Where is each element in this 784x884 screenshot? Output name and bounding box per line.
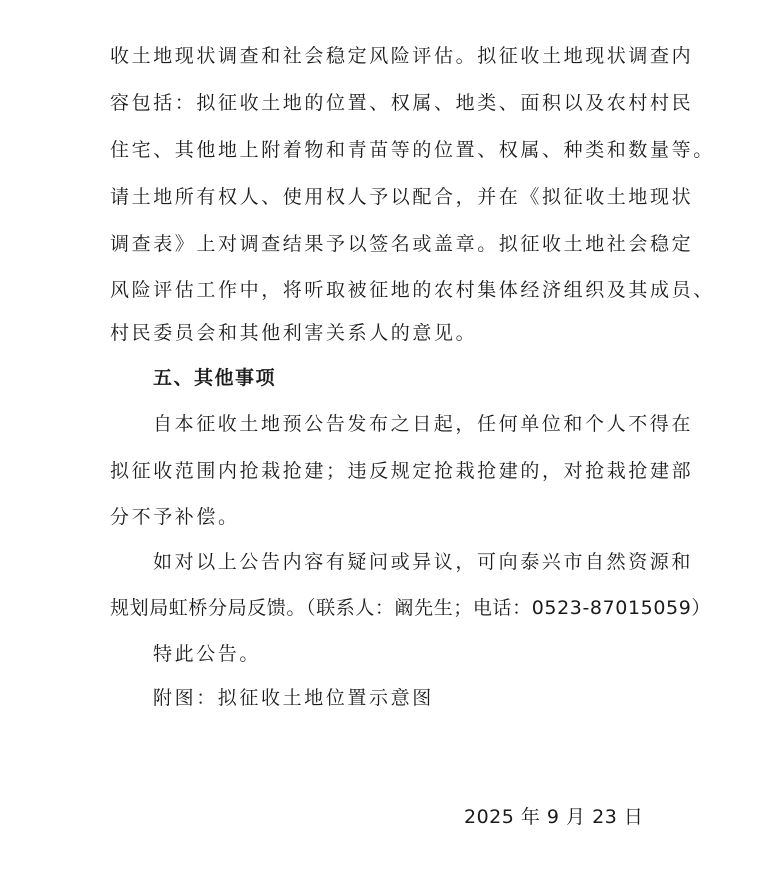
paragraph-survey-line-1: 收土地现状调查和社会稳定风险评估。拟征收土地现状调查内	[110, 45, 694, 67]
paragraph-survey-line-6: 风险评估工作中，将听取被征地的农村集体经济组织及其成员、	[110, 279, 715, 301]
paragraph-survey-line-4: 请土地所有权人、使用权人予以配合，并在《拟征收土地现状	[110, 186, 694, 208]
paragraph-survey-line-5: 调查表》上对调查结果予以签名或盖章。拟征收土地社会稳定	[110, 233, 694, 255]
paragraph-contact-line-2: 规划局虹桥分局反馈。（联系人：阚先生；电话：0523-87015059）	[110, 597, 712, 619]
paragraph-survey-line-3: 住宅、其他地上附着物和青苗等的位置、权属、种类和数量等。	[110, 139, 715, 161]
paragraph-notice-line-3: 分不予补偿。	[110, 506, 240, 528]
paragraph-survey-line-7: 村民委员会和其他利害关系人的意见。	[110, 322, 478, 344]
paragraph-survey-line-2: 容包括：拟征收土地的位置、权属、地类、面积以及农村村民	[110, 92, 694, 114]
paragraph-notice-line-1: 自本征收土地预公告发布之日起，任何单位和个人不得在	[153, 413, 694, 435]
attachment-caption: 附图：拟征收土地位置示意图	[153, 687, 434, 709]
paragraph-notice-line-2: 拟征收范围内抢栽抢建；违反规定抢栽抢建的，对抢栽抢建部	[110, 460, 694, 482]
document-date: 2025 年 9 月 23 日	[464, 806, 644, 828]
section-five-heading: 五、其他事项	[153, 367, 277, 389]
closing-text: 特此公告。	[153, 643, 262, 665]
paragraph-contact-line-1: 如对以上公告内容有疑问或异议，可向泰兴市自然资源和	[153, 551, 694, 573]
